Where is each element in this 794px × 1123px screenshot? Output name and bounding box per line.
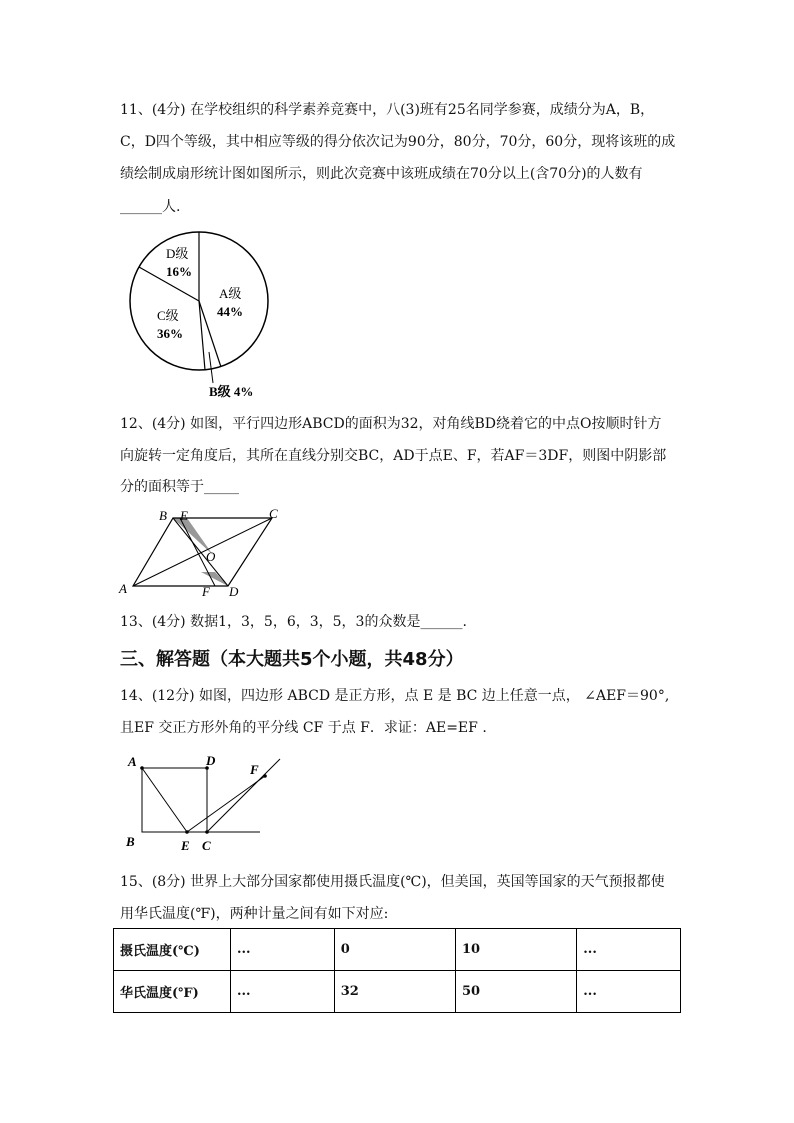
table-row-celsius — [114, 929, 681, 971]
table-cell: 32 — [334, 971, 455, 1013]
q14-square-figure — [120, 750, 290, 858]
pie-pct-c: 36% — [157, 326, 183, 341]
q11-text-line4: ______人. — [120, 199, 181, 215]
q15-text-line2: 用华氏温度(℉)，两种计量之间有如下对应: — [120, 906, 389, 922]
q12-label-e: E — [180, 508, 188, 523]
q12-parallelogram-figure — [115, 504, 295, 600]
q14-text-line2: 且EF 交正方形外角的平分线 CF 于点 F．求证：AE=EF . — [120, 720, 487, 736]
pie-label-c: C级 — [157, 308, 179, 323]
q12-text-line3: 分的面积等于_____ — [120, 479, 239, 495]
q12-label-f: F — [202, 584, 210, 599]
q12-label-b: B — [159, 508, 167, 523]
q11-text-line3: 绩绘制成扇形统计图如图所示，则此次竞赛中该班成绩在70分以上(含70分)的人数有 — [120, 166, 643, 182]
section-title: 三、解答题（本大题共5个小题，共48分） — [120, 649, 464, 670]
q15-text-line1: 15、(8分) 世界上大部分国家都使用摄氏温度(℃)，但美国，英国等国家的天气预报都使 — [120, 874, 665, 890]
q14-label-d: D — [206, 753, 216, 768]
table-cell: 华氏温度(℉) — [114, 971, 231, 1013]
q11-pie-chart — [120, 226, 280, 402]
q13-text-line1: 13、(4分) 数据1，3，5，6，3，5，3的众数是______. — [120, 614, 467, 630]
q14-label-b: B — [126, 834, 135, 849]
q14-label-a: A — [128, 754, 137, 769]
table-cell: 50 — [455, 971, 576, 1013]
table-cell: 10 — [455, 929, 576, 971]
pie-pct-a: 44% — [217, 304, 243, 319]
q14-label-f: F — [250, 762, 259, 777]
temperature-table — [113, 928, 681, 1013]
q12-text-line2: 向旋转一定角度后，其所在直线分别交BC，AD于点E、F，若AF＝3DF，则图中阴影部 — [120, 448, 667, 464]
q12-text-line1: 12、(4分) 如图，平行四边形ABCD的面积为32，对角线BD绕着它的中点O按顺时针方 — [120, 416, 662, 432]
pie-label-a: A级 — [219, 286, 242, 301]
pie-label-b: B级 4% — [209, 384, 254, 399]
table-cell: 0 — [334, 929, 455, 971]
table-cell: ... — [577, 971, 681, 1013]
q14-label-e: E — [181, 838, 190, 853]
pie-pct-d: 16% — [166, 264, 192, 279]
q12-label-d: D — [229, 584, 239, 599]
pie-label-d: D级 — [166, 246, 189, 261]
q12-label-o: O — [206, 549, 216, 564]
table-cell: ... — [577, 929, 681, 971]
table-cell: ... — [231, 971, 335, 1013]
q12-label-c: C — [269, 506, 278, 521]
table-cell: ... — [231, 929, 335, 971]
q12-label-a: A — [119, 581, 127, 596]
table-row-fahrenheit — [114, 971, 681, 1013]
table-cell: 摄氏温度(℃) — [114, 929, 231, 971]
q11-text-line2: C，D四个等级，其中相应等级的得分依次记为90分，80分，70分，60分，现将该班的成 — [120, 134, 676, 150]
q14-text-line1: 14、(12分) 如图，四边形 ABCD 是正方形，点 E 是 BC 边上任意一点， ∠AEF＝90°, — [120, 688, 670, 704]
q14-label-c: C — [202, 838, 211, 853]
q11-text-line1: 11、(4分) 在学校组织的科学素养竞赛中，八(3)班有25名同学参赛，成绩分为A，B， — [120, 102, 655, 118]
